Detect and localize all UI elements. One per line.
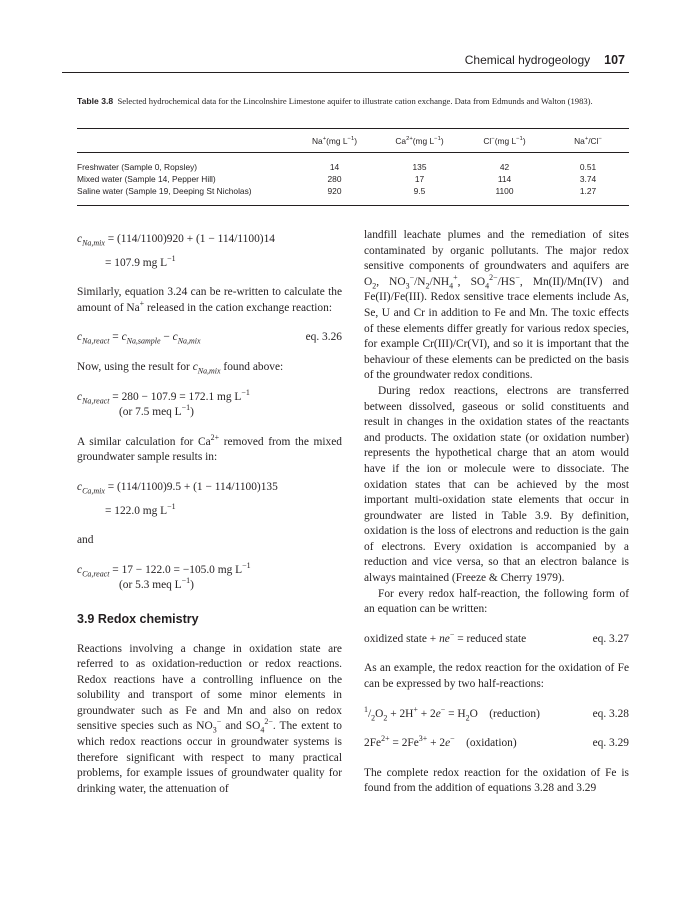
paragraph: During redox reactions, electrons are transferred between dissolved, gaseous or solid constituents and result in changes in the oxidation states of the reactants and products. The oxidation state (or oxidation number) represents the hypothetical charge that an atom would have if the ion or molecule were to dissociate. The oxidation states that can be achieved by the most important multi-oxidation state elements that occur in groundwater are listed in Table 3.9. By definition, oxidation is the loss of electrons and reduction is the gain of electrons. Every oxidation is accompanied by a reduction and vice versa, so that an electron balance is always maintained (Freeze & Cherry 1979). (364, 384, 629, 585)
table-label: Table 3.8 (77, 96, 114, 106)
equation-c-ca-react: $c_{Ca,react} = 17 - 122.0 = -105.0$ mg $L^{-1}$ (77, 560, 251, 578)
paragraph: Now, using the result for $c_{Na,mix}$ found above: (77, 360, 284, 376)
header-ca: $Ca^{2+}(mg$ $L^{-1}$) (377, 129, 462, 153)
cell-ratio: 0.51 (579, 162, 597, 172)
equation-text: = 122.0 mg L (105, 504, 168, 517)
equation-text: = reduced state (454, 632, 527, 645)
cell-ca: 17 (414, 174, 425, 184)
table-caption-text: Selected hydrochemical data for the Lincolnshire Limestone aquifer to illustrate cation exchange. Data from Edmunds and Walton (1983). (117, 96, 593, 106)
cell-na: 920 (292, 185, 377, 206)
header-rule (62, 72, 629, 73)
equation-3-29: $2Fe^{2+} = 2Fe^{3+} + 2e^-$ (oxidation) eq. 3.29 (364, 736, 629, 752)
cell-ca: 9.5 (377, 185, 462, 206)
header-ratio: Na+/Cl− (547, 129, 629, 153)
table-row (77, 153, 629, 174)
cell-na: 14 (329, 162, 340, 172)
paragraph-text: and Fe(II)/Fe(III). Redox sensitive trace elements include As, Se, U and Cr in addition to Fe and Mn. The toxic effects of these elements differ greatly for various redox species, for example Cr(III)/Cr(VI), and so it is important that the behaviour of these elements can be predicted on the basis of the groundwater redox conditions. (364, 275, 629, 382)
paragraph-text: and SO (221, 720, 261, 733)
cell-cl: 42 (499, 162, 510, 172)
paragraph-text: removed from the mixed groundwater sample results in: (77, 435, 342, 464)
paragraph: The complete redox reaction for the oxidation of Fe is found from the addition of equations 3.28 and 3.29 (364, 766, 629, 795)
equation-text: = 17 − 122.0 = −105.0 mg L (112, 563, 243, 576)
hydrochemical-table (77, 128, 629, 206)
equation-number: eq. 3.26 (305, 331, 342, 344)
paragraph: Similarly, equation 3.24 can be re-written to calculate the amount of Na+ released in the cation exchange reaction: (77, 286, 342, 314)
running-header (465, 53, 625, 67)
cell-cl: 1100 (462, 185, 547, 206)
paragraph-text: found above: (223, 360, 284, 373)
header-cl: Cl−(mg $L^{-1}$) (462, 129, 547, 153)
row-label: Freshwater (Sample 0, Ropsley) (77, 162, 198, 172)
equation-3-27: oxidized state + ne− = reduced state eq. 3.27 (364, 632, 629, 648)
equation-c-na-mix: $c_{Na,mix} = (114/1100)920 + (1 - 114/1100)14$ (77, 233, 275, 248)
equation-c-ca-mix: $c_{Ca,mix} = (114/1100)9.5 + (1 - 114/1100)135$ (77, 480, 278, 496)
row-label: Saline water (Sample 19, Deeping St Nicholas) (77, 185, 292, 206)
header-label (77, 129, 292, 153)
cell-ratio: 3.74 (579, 174, 597, 184)
right-column (364, 228, 629, 797)
paragraph: For every redox half-reaction, the following form of an equation can be written: (364, 587, 629, 616)
table-row (77, 185, 629, 206)
paragraph-text: A similar calculation for Ca (77, 435, 211, 448)
table-row (77, 173, 629, 185)
equation-3-26: $c_{Na,react} = c_{Na,sample} - c_{Na,mix}$ eq. 3.26 (77, 331, 342, 346)
paragraph-text: released in the cation exchange reaction: (144, 301, 332, 314)
paragraph: As an example, the redox reaction for the oxidation of Fe can be expressed by two half-reactions: (364, 662, 629, 691)
equation-number: eq. 3.28 (592, 707, 629, 720)
equation-text: = 280 − 107.9 = 172.1 mg L (112, 390, 242, 403)
equation-3-28: $^1/_2O_2 + 2H^+ + 2e^- = H_2O$ (reduction) eq. 3.28 (364, 704, 629, 722)
equation-text: (or 7.5 meq L (119, 406, 182, 419)
paragraph: A similar calculation for $Ca^{2+}$ removed from the mixed groundwater sample results in: (77, 432, 342, 464)
paragraph-text: Reactions involving a change in oxidation state are referred to as oxidation-reduction or redox reactions. Redox reactions have a controlling influence on the solubility and transport of some minor elements in groundwater such as Fe and Mn and also on redox sensitive species such as NO (77, 642, 342, 733)
equation-text: = (114/1100)9.5 + (1 − 114/1100)135 (107, 480, 278, 493)
table-caption (77, 95, 617, 108)
equation-meq: (or 5.3 meq $L^{-1}$) (119, 576, 194, 592)
equation-number: eq. 3.29 (592, 737, 629, 750)
paragraph: Reactions involving a change in oxidation state are referred to as oxidation-reduction or redox reactions. Redox reactions have a controlling influence on the solubility and transport of some minor elements in groundwater such as Fe and Mn and also on redox sensitive species such as $NO_3^-$ and $SO_4^{2-}$. The extent to which redox reactions occur in groundwater systems is therefore significant with respect to many practical problems, for example issues of groundwater quality for drinking water, the attenuation of (77, 642, 343, 795)
equation-meq: (or 7.5 meq $L^{-1}$) (119, 403, 194, 419)
paragraph-text: landfill leachate plumes and the remediation of sites contaminated by organic pollutants. The major redox sensitive components of groundwaters and aquifers are O (364, 229, 629, 288)
reaction-type: (oxidation) (466, 737, 517, 750)
paragraph-text: Similarly, equation 3.24 can be re-written to calculate the amount of Na (77, 286, 342, 314)
cell-cl: 114 (497, 174, 512, 184)
cell-ratio: 1.27 (547, 185, 629, 206)
table-header-row (77, 129, 629, 153)
paragraph-text: Now, using the result for (77, 360, 193, 373)
equation-text: (or 5.3 meq L (119, 579, 182, 592)
equation-number: eq. 3.27 (592, 632, 629, 645)
equation-text: (114/1100)920 + (1 − 114/1100)14 (117, 233, 275, 245)
paragraph: landfill leachate plumes and the remediation of sites contaminated by organic pollutants. The major redox sensitive components of groundwaters and aquifers are $O_2$, $NO_3^-/N_2/NH_4^+$, $SO_4^{2-}/HS^-$, Mn(II)/Mn(IV) and Fe(II)/Fe(III). Redox sensitive trace elements include As, Se, U and Cr in addition to Fe and Mn. The toxic effects of these elements differ greatly for various redox species, for example Cr(III)/Cr(VI), and so it is important that the behaviour of these elements can be predicted on the basis of the groundwater redox conditions. (364, 229, 629, 382)
cell-na: 280 (327, 174, 342, 184)
equation-text: oxidized state + (364, 632, 440, 645)
header-na: Na+(mg $L^{-1}$) (292, 129, 377, 153)
row-label: Mixed water (Sample 14, Pepper Hill) (77, 174, 216, 184)
paragraph-text: . The extent to which redox reactions occur in groundwater systems is therefore significant with respect to many practical problems, for example issues of groundwater quality for drinking water, the attenuation of (77, 720, 343, 795)
page-number: 107 (604, 53, 625, 67)
running-title: Chemical hydrogeology (464, 53, 591, 67)
and-text: and (77, 534, 94, 547)
equation-text: = 107.9 mg L (105, 256, 168, 269)
section-heading: 3.9 Redox chemistry (77, 611, 199, 626)
equation-c-na-react: $c_{Na,react} = 280 - 107.9 = 172.1$ mg $L^{-1}$ (77, 387, 250, 405)
equation-result: = 122.0 mg $L^{-1}$ (105, 501, 176, 517)
reaction-type: (reduction) (489, 707, 540, 720)
left-column (77, 228, 342, 797)
equation-result: = 107.9 mg $L^{-1}$ (105, 253, 176, 269)
cell-ca: 135 (412, 162, 427, 172)
